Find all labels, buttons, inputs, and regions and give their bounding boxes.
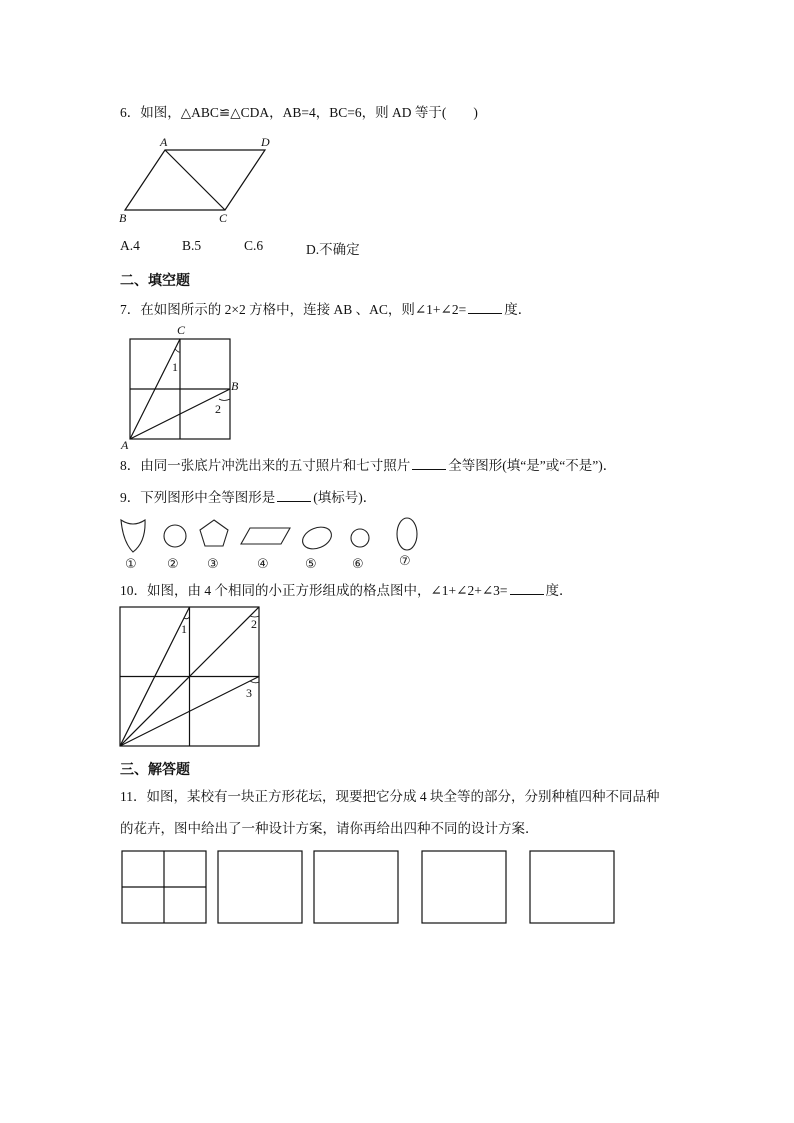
q9-mark-3: ③ bbox=[207, 557, 219, 572]
q10-text bbox=[120, 581, 573, 600]
q10-angle-1-label: 1 bbox=[181, 622, 187, 636]
q7-angle-2-label: 2 bbox=[215, 402, 221, 416]
q7-text-post: 度． bbox=[504, 302, 532, 317]
section-heading-fill-in: 二、填空题 bbox=[120, 273, 190, 289]
q6-text: 6．如图，△ABC≌△CDA，AB=4，BC=6，则 AD 等于( ) bbox=[120, 105, 478, 120]
q9-mark-2: ② bbox=[167, 557, 179, 572]
q6-option-d: D.不确定 bbox=[306, 242, 360, 257]
q11-example-square bbox=[122, 851, 206, 923]
q7-text-pre: 7．在如图所示的 2×2 方格中，连接 AB 、AC，则∠1+∠2= bbox=[120, 302, 467, 317]
q8-text-pre: 8．由同一张底片冲洗出来的五寸照片和七寸照片 bbox=[120, 458, 411, 473]
q6-option-c: C.6 bbox=[244, 238, 264, 253]
q9-mark-4: ④ bbox=[257, 557, 269, 572]
q7-label-b: B bbox=[231, 379, 239, 393]
q9-text-pre: 9．下列图形中全等图形是 bbox=[120, 490, 276, 505]
q9-shape-2-circle bbox=[164, 525, 186, 547]
q9-mark-6: ⑥ bbox=[352, 557, 364, 572]
q7-grid-figure bbox=[120, 322, 250, 452]
q11-text-line2: 的花卉，图中给出了一种设计方案，请你再给出四种不同的设计方案． bbox=[120, 821, 539, 836]
q9-shape-4-parallelogram bbox=[241, 528, 290, 544]
section-heading-solutions: 三、解答题 bbox=[120, 762, 190, 778]
q6-label-b: B bbox=[119, 211, 127, 225]
q8-text bbox=[120, 456, 616, 475]
q9-shape-1-curved-cup bbox=[121, 520, 145, 552]
q6-label-c: C bbox=[219, 211, 228, 225]
q10-angle-3-label: 3 bbox=[246, 686, 252, 700]
q11-blank-square-1[interactable] bbox=[218, 851, 302, 923]
q6-label-a: A bbox=[160, 135, 168, 149]
q9-shapes-figure bbox=[115, 514, 425, 574]
q11-blank-square-2[interactable] bbox=[314, 851, 398, 923]
q11-squares-figure bbox=[121, 850, 621, 925]
q10-grid-figure bbox=[119, 606, 264, 751]
q9-text-post: (填标号)． bbox=[313, 490, 377, 505]
q6-option-b: B.5 bbox=[182, 238, 202, 253]
q10-angle-2-label: 2 bbox=[251, 617, 257, 631]
q9-shape-7-vertical-ellipse bbox=[397, 518, 417, 550]
q7-text bbox=[120, 300, 531, 319]
q10-answer-blank[interactable] bbox=[510, 581, 544, 595]
q9-answer-blank[interactable] bbox=[277, 488, 311, 502]
q7-angle-1-label: 1 bbox=[172, 360, 178, 374]
q9-text bbox=[120, 488, 376, 507]
q9-mark-7: ⑦ bbox=[399, 554, 411, 569]
q9-shape-6-small-circle bbox=[351, 529, 369, 547]
q11-text-line1: 11．如图，某校有一块正方形花坛，现要把它分成 4 块全等的部分，分别种植四种不同品种 bbox=[120, 789, 660, 804]
q9-mark-5: ⑤ bbox=[305, 557, 317, 572]
q10-text-pre: 10．如图，由 4 个相同的小正方形组成的格点图中，∠1+∠2+∠3= bbox=[120, 583, 508, 598]
q9-shape-5-ellipse bbox=[299, 523, 334, 553]
q11-blank-square-3[interactable] bbox=[422, 851, 506, 923]
q11-blank-square-4[interactable] bbox=[530, 851, 614, 923]
q10-text-post: 度． bbox=[545, 583, 573, 598]
q7-label-c: C bbox=[177, 323, 186, 337]
q7-answer-blank[interactable] bbox=[468, 300, 502, 314]
q9-shape-3-pentagon bbox=[200, 520, 228, 546]
q8-answer-blank[interactable] bbox=[412, 456, 446, 470]
q6-parallelogram-figure bbox=[115, 132, 285, 225]
q7-label-a: A bbox=[121, 438, 129, 452]
q6-option-a: A.4 bbox=[120, 238, 140, 253]
q6-label-d: D bbox=[261, 135, 270, 149]
q8-text-post: 全等图形(填“是”或“不是”)． bbox=[448, 458, 617, 473]
q9-mark-1: ① bbox=[125, 557, 137, 572]
